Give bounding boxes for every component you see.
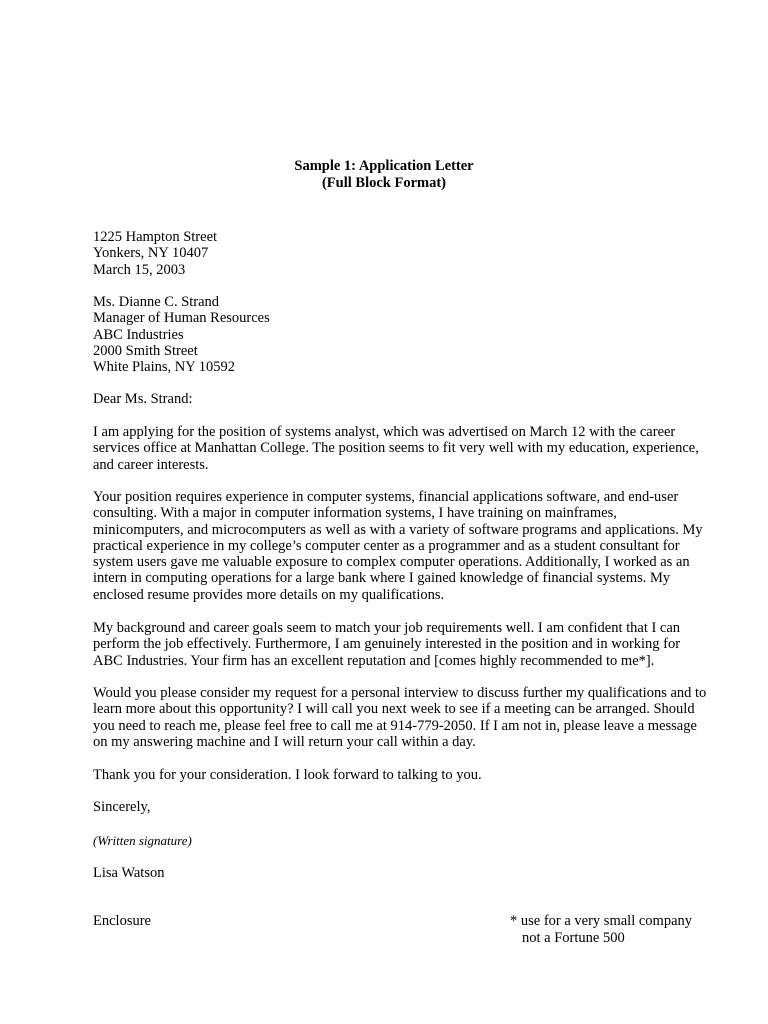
paragraph-line: on my answering machine and I will return your call within a day. [93,733,476,750]
paragraph-line: My background and career goals seem to match your job requirements well. I am confident that I can [93,620,681,636]
paragraph-line: perform the job effectively. Furthermore, I am genuinely interested in the position and in working for [93,636,681,653]
recipient-city: White Plains, NY 10592 [93,359,236,376]
paragraph-line: services office at Manhattan College. The position seems to fit very well with my education, experience, [93,440,699,457]
paragraph-line: and career interests. [93,456,209,473]
sender-city: Yonkers, NY 10407 [93,245,209,262]
paragraph-line: enclosed resume provides more details on my qualifications. [93,586,445,603]
paragraph-5 [93,767,703,783]
paragraph-line: practical experience in my college’s computer center as a programmer and as a student consultant for [93,537,680,554]
footnote [510,913,692,947]
closing-text: Sincerely, [93,799,151,815]
salutation-text: Dear Ms. Strand: [93,391,193,407]
paragraph-line: Thank you for your consideration. I look forward to talking to you. [93,767,482,783]
signature-placeholder [93,833,703,849]
recipient-address [93,294,703,375]
paragraph-line: I am applying for the position of systems analyst, which was advertised on March 12 with the career [93,424,676,440]
footnote-line-2: not a Fortune 500 [522,930,625,946]
paragraph-line: Would you please consider my request for a personal interview to discuss further my qualifications and to [93,685,707,701]
recipient-street: 2000 Smith Street [93,342,198,359]
paragraph-line: you need to reach me, please feel free to call me at 914-779-2050. If I am not in, please leave a message [93,717,697,734]
sender-address [93,229,703,278]
paragraph-3 [93,620,703,669]
paragraph-2 [93,489,703,603]
title-line-1: Sample 1: Application Letter [294,158,474,174]
signer-name: Lisa Watson [93,865,165,881]
recipient-title: Manager of Human Resources [93,310,270,327]
paragraph-line: minicomputers, and microcomputers as well as with a variety of software programs and applications. My [93,521,703,538]
paragraph-4 [93,685,707,750]
salutation [93,391,703,407]
paragraph-1 [93,424,703,473]
signature-text: (Written signature) [93,833,192,848]
recipient-company: ABC Industries [93,326,184,343]
paragraph-line: learn more about this opportunity? I will call you next week to see if a meeting can be arranged. Should [93,701,695,718]
paragraph-line: consulting. With a major in computer information systems, I have training on mainframes, [93,505,617,522]
paragraph-line: system users gave me valuable exposure to complex computer operations. Additionally, I worked as an [93,554,690,571]
sender-street: 1225 Hampton Street [93,229,218,245]
paragraph-line: Your position requires experience in computer systems, financial applications software, and end-user [93,489,679,505]
signer [93,865,703,881]
closing [93,799,703,815]
footnote-line-1: * use for a very small company [510,913,693,929]
paragraph-line: ABC Industries. Your firm has an excellent reputation and [comes highly recommended to me*]. [93,652,655,669]
paragraph-line: intern in computing operations for a large bank where I gained knowledge of financial systems. My [93,570,671,587]
letter-title [0,158,768,192]
letter-date: March 15, 2003 [93,261,186,278]
recipient-name: Ms. Dianne C. Strand [93,294,220,310]
title-line-2: (Full Block Format) [321,175,447,191]
enclosure-text: Enclosure [93,913,151,929]
